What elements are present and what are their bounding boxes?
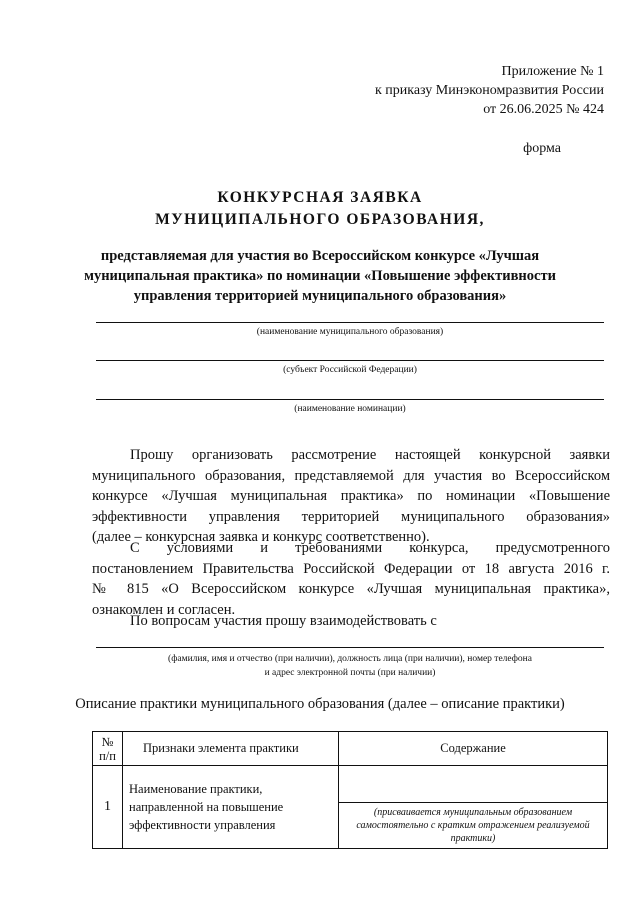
row-note-line-1: (присваивается муниципальным образованием [373,807,573,818]
row-note-line-2: самостоятельно с кратким отражением реализуемой [356,820,590,831]
header-content: Содержание [339,732,608,766]
row-content[interactable] [339,766,608,849]
contact-caption [96,652,604,680]
row-note-line-3: практики) [450,833,496,844]
row-feature-line-1: Наименование практики, [129,782,263,796]
subtitle-line-2: муниципальная практика» по номинации «Повышение эффективности [84,268,556,284]
municipality-field[interactable] [96,322,604,323]
row-feature [123,766,339,849]
request-line-3: конкурсе «Лучшая муниципальная практика» по номинации «Повышение [92,488,610,504]
region-field[interactable] [96,360,604,361]
table-row [93,766,608,849]
subtitle-line-1: представляемая для участия во Всероссийском конкурсе «Лучшая [100,248,540,264]
row-number: 1 [93,766,123,849]
row-content-input-area[interactable] [339,766,607,803]
document-subtitle [60,246,580,306]
appendix-number: Приложение № 1 [501,64,604,79]
form-label: форма [523,141,561,156]
practice-table [92,731,608,849]
title-line-1: КОНКУРСНАЯ ЗАЯВКА [217,189,423,206]
request-line-1: Прошу организовать рассмотрение настоящей конкурсной заявки [130,447,610,463]
nomination-caption: (наименование номинации) [294,404,406,414]
subtitle-line-3: управления территорией муниципального образования» [133,288,507,304]
table-header-row [93,732,608,766]
title-line-2: МУНИЦИПАЛЬНОГО ОБРАЗОВАНИЯ, [155,211,485,228]
contact-caption-line-2: и адрес электронной почты (при наличии) [264,668,436,678]
header-number-symbol: № [101,734,114,749]
appendix-block [375,62,604,119]
conditions-line-1: С условиями и требованиями конкурса, предусмотренного [130,540,610,556]
contact-person-field[interactable] [96,647,604,648]
request-paragraph [92,445,610,548]
document-title [0,187,640,231]
description-heading: Описание практики муниципального образования (далее – описание практики) [75,696,565,712]
request-line-4: эффективности управления территорией муниципального образования» [92,508,610,525]
conditions-line-4: ознакомлен и согласен. [92,601,236,618]
row-feature-line-3: эффективности управления [129,818,276,832]
header-number-abbr: п/п [99,748,116,763]
contact-caption-line-1: (фамилия, имя и отчество (при наличии), должность лица (при наличии), номер телефона [168,654,532,664]
appendix-date: от 26.06.2025 № 424 [483,102,604,117]
header-feature: Признаки элемента практики [123,732,339,766]
region-caption: (субъект Российской Федерации) [283,365,417,375]
row-feature-line-2: направленной на повышение [129,800,284,814]
header-number [93,732,123,766]
conditions-line-2: постановлением Правительства Российской Федерации от 18 августа 2016 г. [92,560,610,577]
row-content-note [339,803,607,848]
conditions-line-3: № 815 «О Всероссийском конкурсе «Лучшая муниципальная практика», [92,581,610,597]
nomination-field[interactable] [96,399,604,400]
municipality-caption: (наименование муниципального образования) [256,327,444,337]
request-line-2: муниципального образования, представляемой для участия во Всероссийском [92,467,610,484]
contact-text: По вопросам участия прошу взаимодействовать с [130,613,437,629]
conditions-paragraph [92,538,610,620]
request-line-5: (далее – конкурсная заявка и конкурс соответственно). [92,529,430,545]
contact-paragraph [92,611,610,632]
appendix-order: к приказу Минэкономразвития России [374,83,604,98]
